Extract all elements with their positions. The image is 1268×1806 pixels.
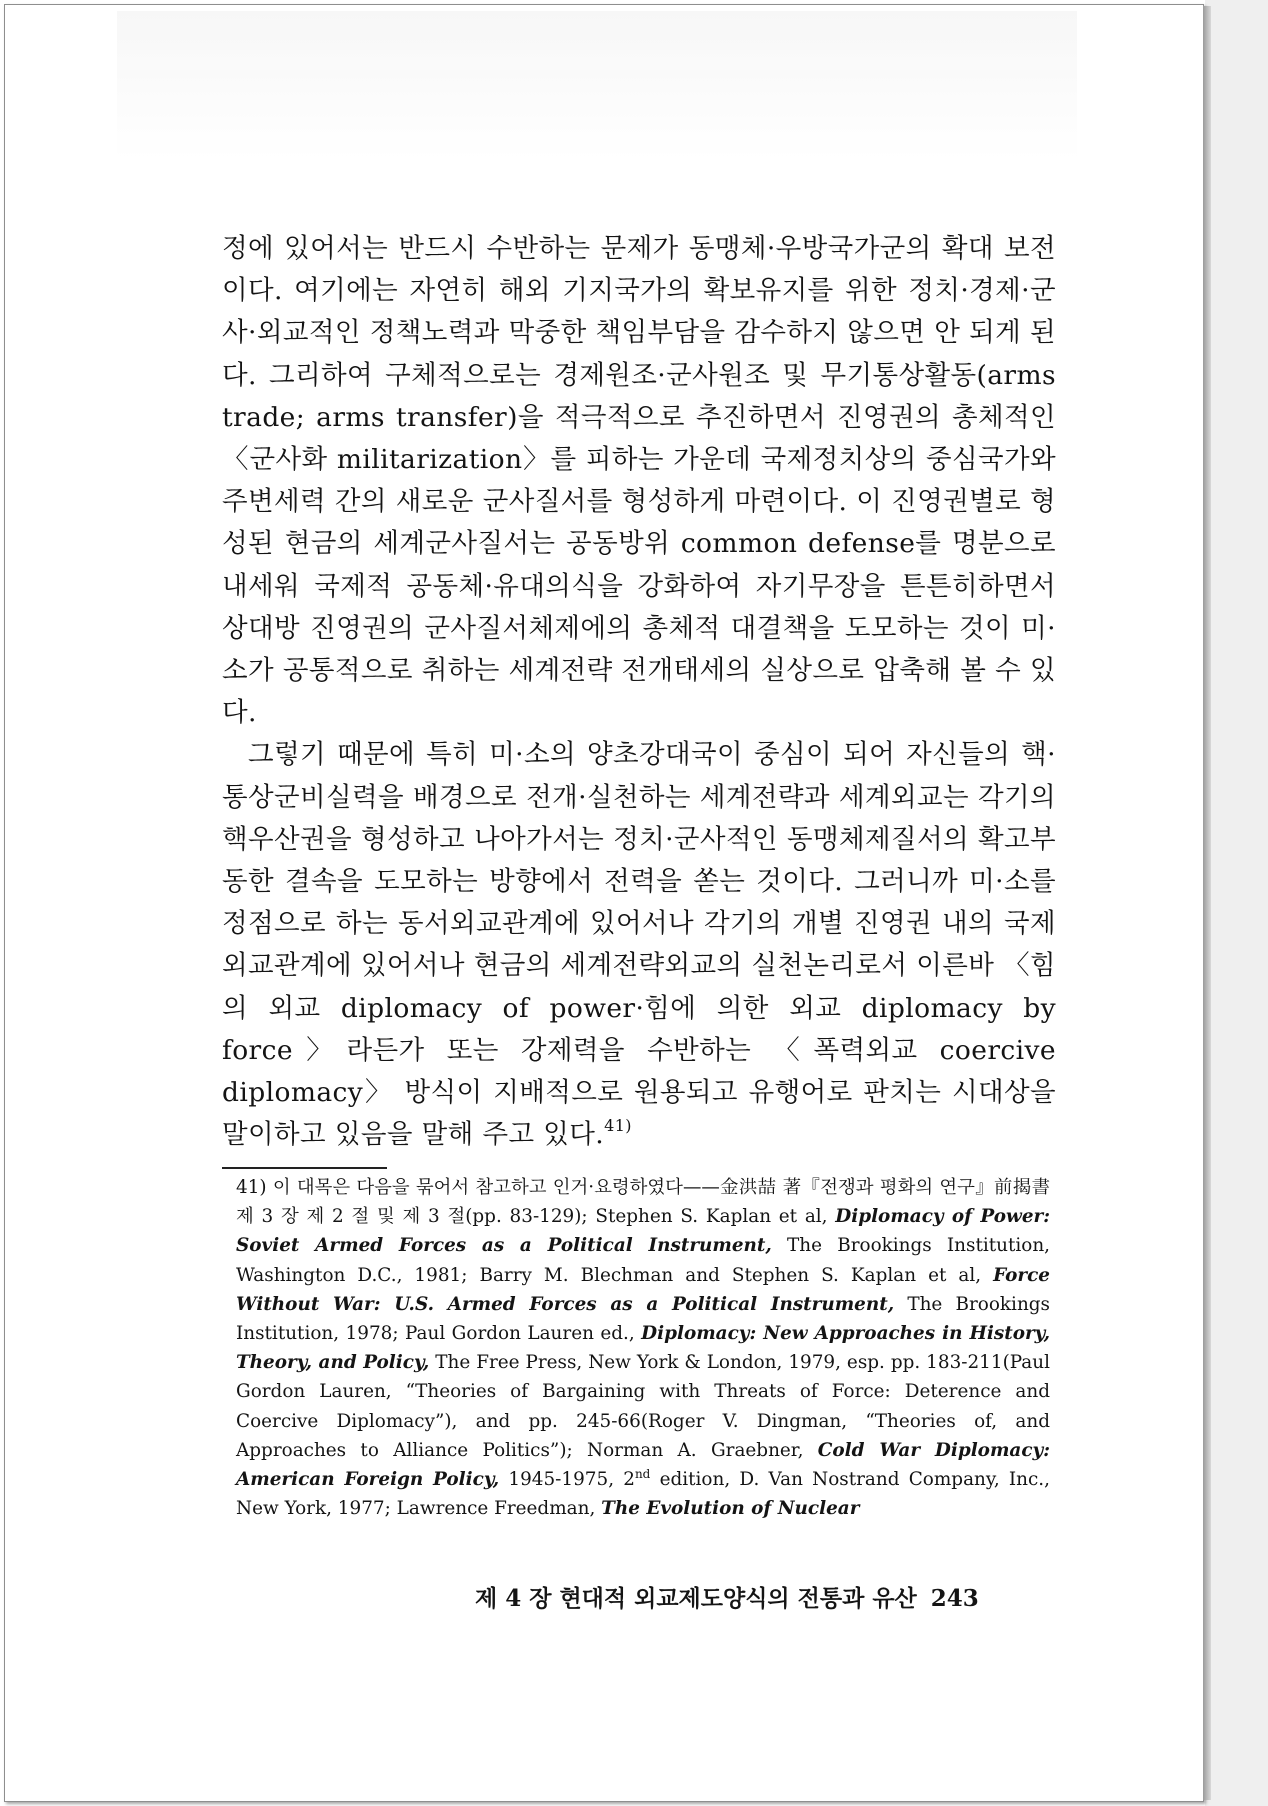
footnote-title: Diplomacy of Power: Soviet Armed Forces as a Political Instrument, [236, 1206, 1050, 1257]
footnote-superscript: nd [634, 1466, 651, 1481]
page-edge-shadow [1203, 6, 1211, 1800]
footnote-text: The Brookings Institution, Washington D.C., 1981; Barry M. Blechman and Stephen S. Kaplan et al, [236, 1235, 1051, 1286]
footnote-text: 1945-1975, 2 [499, 1469, 635, 1491]
footnote-text: edition, D. Van Nostrand Company, Inc., New York, 1977; Lawrence Freedman, [236, 1469, 1050, 1520]
footnote-number: 41) [236, 1177, 267, 1198]
body-paragraph-2 [222, 734, 1056, 1156]
footnote-text: The Brookings Institution, 1978; Paul Gordon Lauren ed., [236, 1293, 1050, 1345]
footnote-title: Cold War Diplomacy: American Foreign Policy, [236, 1439, 1050, 1491]
body-paragraph-2-text: 그렇기 때문에 특히 미·소의 양초강대국이 중심이 되어 자신들의 핵·통상군비실력을 배경으로 전개·실천하는 세계전략과 세계외교는 각기의 핵우산권을 형성하고 나아가서는 정치·군사적인 동맹체제질서의 확고부동한 결속을 도모하는 방향에서 전력을 쏟는 것이다. 그러니까 미·소를 정점으로 하는 동서외교관계에 있어서나 각기의 개별 진영권 내의 국제외교관계에 있어서나 현금의 세계전략외교의 실천논리로서 이른바 〈힘의 외교 diplomacy of power·힘에 의한 외교 diplomacy by force〉라든가 또는 강제력을 수반하는 〈폭력외교 coercive diplomacy〉 방식이 지배적으로 원용되고 유행어로 판치는 시대상을 말이하고 있음을 말해 주고 있다. [222, 739, 1056, 1151]
chapter-title: 제 4 장 현대적 외교제도양식의 전통과 유산 [475, 1585, 917, 1612]
citation-mark: 41) [604, 1116, 632, 1136]
footnote-title: The Evolution of Nuclear [601, 1498, 860, 1520]
body-paragraph-1: 정에 있어서는 반드시 수반하는 문제가 동맹체·우방국가군의 확대 보전이다. 여기에는 자연히 해외 기지국가의 확보유지를 위한 정치·경제·군사·외교적인 정책노력과 막중한 책임부담을 감수하지 않으면 안 되게 된다. 그리하여 구체적으로는 경제원조·군사원조 및 무기통상활동(arms trade; arms transfer)을 적극적으로 추진하면서 진영권의 총체적인 〈군사화 militarization〉를 피하는 가운데 국제정치상의 중심국가와 주변세력 간의 새로운 군사질서를 형성하게 마련이다. 이 진영권별로 형성된 현금의 세계군사질서는 공동방위 common defense를 명분으로 내세워 국제적 공동체·유대의식을 강화하여 자기무장을 튼튼히하면서 상대방 진영권의 군사질서체제에의 총체적 대결책을 도모하는 것이 미·소가 공통적으로 취하는 세계전략 전개태세의 실상으로 압축해 볼 수 있다. [222, 233, 1056, 729]
scan-shading [117, 11, 1077, 161]
footnote-41 [236, 1173, 1050, 1523]
running-footer [475, 1580, 1020, 1613]
footnote-divider [222, 1167, 387, 1169]
footnote-title: Force Without War: U.S. Armed Forces as a Political Instrument, [236, 1264, 1050, 1315]
footnote-text: 이 대목은 다음을 묶어서 참고하고 인거·요령하였다——金洪喆 著『전쟁과 평화의 연구』前揭書 제 3 장 제 2 절 및 제 3 절(pp. 83-129); Stephen S. Kaplan et al, [236, 1177, 1050, 1228]
page-number: 243 [930, 1585, 979, 1612]
footnote-title: Diplomacy: New Approaches in History, Theory, and Policy, [236, 1323, 1050, 1374]
body-text [222, 228, 1056, 1156]
footnote-text: The Free Press, New York & London, 1979, esp. pp. 183-211(Paul Gordon Lauren, “Theories of Bargaining with Threats of Force: Deterence and Coercive Diplomacy”), and pp. 245-66(Roger V. Dingman, “Theories of, and Approaches to Alliance Politics”); Norman A. Graebner, [236, 1352, 1050, 1461]
